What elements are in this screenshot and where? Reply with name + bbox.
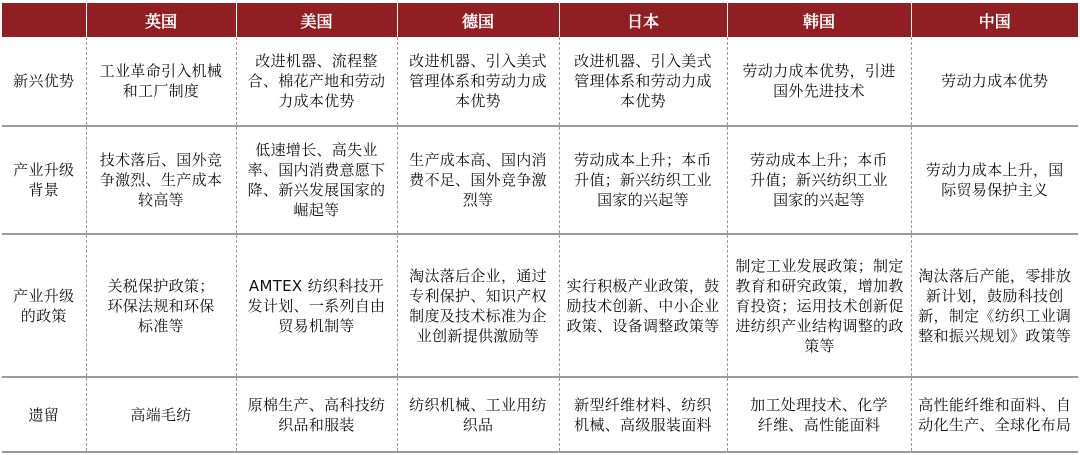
table-cell: 低速增长、高失业率、国内消费意愿下降、新兴发展国家的崛起等 — [236, 126, 397, 234]
table-cell: 新型纤维材料、纺织机械、高级服装面料 — [559, 377, 727, 452]
table-cell: 加工处理技术、化学纤维、高性能面料 — [727, 377, 911, 452]
table-cell: 高性能纤维和面料、自动化生产、全球化布局 — [911, 377, 1078, 452]
table-cell: 技术落后、国外竞争激烈、生产成本较高等 — [86, 126, 236, 234]
header-china: 中国 — [911, 3, 1078, 37]
row-label: 产业升级的政策 — [2, 234, 86, 377]
table-cell: 劳动力成本优势，引进国外先进技术 — [727, 37, 911, 126]
row-upgrade-background — [2, 126, 1078, 234]
header-japan: 日本 — [559, 3, 727, 37]
row-label: 产业升级背景 — [2, 126, 86, 234]
row-emerging-advantage — [2, 37, 1078, 126]
header-row — [2, 3, 1078, 37]
header-us: 美国 — [236, 3, 397, 37]
table-cell: 劳动成本上升；本币升值；新兴纺织工业国家的兴起等 — [727, 126, 911, 234]
header-korea: 韩国 — [727, 3, 911, 37]
row-label: 新兴优势 — [2, 37, 86, 126]
table-cell: 原棉生产、高科技纺织品和服装 — [236, 377, 397, 452]
row-label: 遗留 — [2, 377, 86, 452]
table-cell: 高端毛纺 — [86, 377, 236, 452]
table-cell: 改进机器、引入美式管理体系和劳动力成本优势 — [559, 37, 727, 126]
row-legacy — [2, 377, 1078, 452]
header-uk: 英国 — [86, 3, 236, 37]
table-cell: AMTEX 纺织科技开发计划、一系列自由贸易机制等 — [236, 234, 397, 377]
table-cell: 工业革命引入机械和工厂制度 — [86, 37, 236, 126]
table-cell: 实行积极产业政策，鼓励技术创新、中小企业政策、设备调整政策等 — [559, 234, 727, 377]
table-cell: 劳动力成本优势 — [911, 37, 1078, 126]
table-cell: 改进机器、流程整合、棉花产地和劳动力成本优势 — [236, 37, 397, 126]
header-corner — [2, 3, 86, 37]
table-cell: 改进机器、引入美式管理体系和劳动力成本优势 — [397, 37, 559, 126]
row-upgrade-policy — [2, 234, 1078, 377]
table-cell: 淘汰落后企业，通过专利保护、知识产权制度及技术标准为企业创新提供激励等 — [397, 234, 559, 377]
table-cell: 淘汰落后产能，零排放新计划，鼓励科技创新，制定《纺织工业调整和振兴规划》政策等 — [911, 234, 1078, 377]
comparison-table — [2, 3, 1078, 453]
table-cell: 劳动成本上升；本币升值；新兴纺织工业国家的兴起等 — [559, 126, 727, 234]
table-cell: 纺织机械、工业用纺织品 — [397, 377, 559, 452]
table-cell: 生产成本高、国内消费不足、国外竞争激烈等 — [397, 126, 559, 234]
table-cell: 关税保护政策；环保法规和环保标准等 — [86, 234, 236, 377]
table-cell: 制定工业发展政策；制定教育和研究政策，增加教育投资；运用技术创新促进纺织产业结构调整的政策等 — [727, 234, 911, 377]
table-cell: 劳动力成本上升，国际贸易保护主义 — [911, 126, 1078, 234]
header-germany: 德国 — [397, 3, 559, 37]
